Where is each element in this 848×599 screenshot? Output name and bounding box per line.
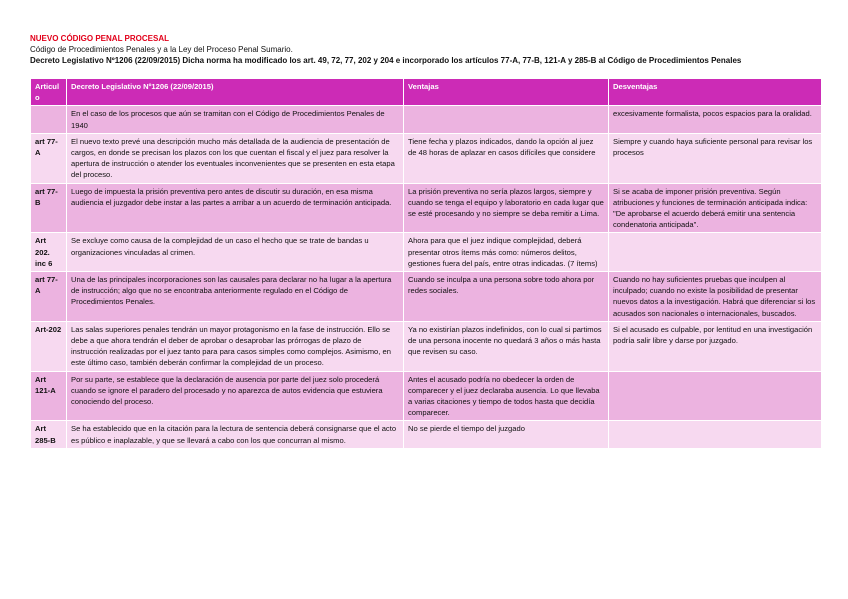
cell-decreto: El nuevo texto prevé una descripción mucho más detallada de la audiencia de presentación de cargos, en donde se precisan los plazos con los que cuentan el fiscal y el juez para resolver la apertura de instrucción o atender los eventuales inconvenientes que se presenten en esta etapa del proceso. [67,133,404,183]
document-header [30,33,830,66]
cell-desventajas [609,371,822,421]
table-row [31,233,822,272]
cell-desventajas: Cuando no hay suficientes pruebas que inculpen al inculpado; cuando no existe la posibilidad de presentar nuevos datos a la investigación. Habrá que diferenciar si los acusados son nacionales o internacionales, buscados. [609,272,822,322]
cell-ventajas: Antes el acusado podría no obedecer la orden de comparecer y el juez declaraba ausencia. Lo que llevaba a varias citaciones y tiempo de todos hasta que decidía comparecer. [404,371,609,421]
column-header-articulo: Articulo [31,79,67,106]
cell-articulo: Art 121-A [31,371,67,421]
comparison-table [30,78,822,449]
table-header-row [31,79,822,106]
cell-articulo: art 77-A [31,272,67,322]
cell-desventajas [609,233,822,272]
cell-desventajas: Si se acaba de imponer prisión preventiva. Según atribuciones y funciones de terminación anticipada indica: "De aprobarse el acuerdo deberá emitir una sentencia condenatoria anticipada". [609,183,822,233]
cell-articulo [31,106,67,133]
cell-decreto: Se ha establecido que en la citación para la lectura de sentencia deberá consignarse que el acto es público e inaplazable, y que se llevará a cabo con los que concurran al mismo. [67,421,404,448]
cell-articulo: Art 202. inc 6 [31,233,67,272]
cell-ventajas: Ahora para que el juez indique complejidad, deberá presentar otros ítems más como: números delitos, gestiones fuera del país, entre otras indicadas. (7 ítems) [404,233,609,272]
table-row [31,371,822,421]
table-row [31,106,822,133]
cell-ventajas: Tiene fecha y plazos indicados, dando la opción al juez de 48 horas de aplazar en casos difíciles que considere [404,133,609,183]
column-header-desventajas: Desventajas [609,79,822,106]
cell-ventajas [404,106,609,133]
subtitle-line: Código de Procedimientos Penales y a la Ley del Proceso Penal Sumario. [30,45,293,54]
table-row [31,133,822,183]
cell-decreto: Por su parte, se establece que la declaración de ausencia por parte del juez solo procederá cuando se ignore el paradero del procesado y no aparezca de autos evidencia que estuviera conociendo del proceso. [67,371,404,421]
cell-articulo: art 77-B [31,183,67,233]
cell-decreto: Las salas superiores penales tendrán un mayor protagonismo en la fase de instrucción. Ello se debe a que ahora tendrán el deber de aprobar o desaprobar las prórrogas de plazo de instrucción realizadas por el juez tanto para para casos simples como complejos. Asimismo, en este último caso, también deberán confirmar la complejidad de un proceso. [67,321,404,371]
document-title: NUEVO CÓDIGO PENAL PROCESAL [30,34,169,43]
column-header-decreto: Decreto Legislativo Nº1206 (22/09/2015) [67,79,404,106]
table-row [31,421,822,448]
decree-description-line: Decreto Legislativo Nº1206 (22/09/2015) Dicha norma ha modificado los art. 49, 72, 77, 202 y 204 e incorporado los artículos 77-A, 77-B, 121-A y 285-B al Código de Procedimientos Penales [30,56,742,65]
cell-ventajas: Cuando se inculpa a una persona sobre todo ahora por redes sociales. [404,272,609,322]
cell-ventajas: No se pierde el tiempo del juzgado [404,421,609,448]
table-row [31,272,822,322]
cell-ventajas: Ya no existirían plazos indefinidos, con lo cual si partimos de una persona inocente no quedará 3 años o más hasta que revisen su caso. [404,321,609,371]
table-row [31,183,822,233]
cell-decreto: Una de las principales incorporaciones son las causales para declarar no ha lugar a la apertura de instrucción; algo que no se encontraba anteriormente regulado en el Código de Procedimientos Penales. [67,272,404,322]
cell-ventajas: La prisión preventiva no sería plazos largos, siempre y cuando se tenga el equipo y laboratorio en cada lugar que se esté procesando y no siempre se deba remitir a Lima. [404,183,609,233]
cell-desventajas [609,421,822,448]
column-header-ventajas: Ventajas [404,79,609,106]
cell-desventajas: Si el acusado es culpable, por lentitud en una investigación podría salir libre y darse por juzgado. [609,321,822,371]
cell-articulo: art 77-A [31,133,67,183]
cell-decreto: Se excluye como causa de la complejidad de un caso el hecho que se trate de bandas u organizaciones vinculadas al crimen. [67,233,404,272]
cell-articulo: Art 285-B [31,421,67,448]
cell-desventajas: excesivamente formalista, pocos espacios para la oralidad. [609,106,822,133]
cell-decreto: Luego de impuesta la prisión preventiva pero antes de discutir su duración, en esa misma audiencia el juzgador debe instar a las partes a arribar a un acuerdo de terminación anticipada. [67,183,404,233]
cell-articulo: Art-202 [31,321,67,371]
table-row [31,321,822,371]
cell-desventajas: Siempre y cuando haya suficiente personal para revisar los procesos [609,133,822,183]
cell-decreto: En el caso de los procesos que aún se tramitan con el Código de Procedimientos Penales de 1940 [67,106,404,133]
